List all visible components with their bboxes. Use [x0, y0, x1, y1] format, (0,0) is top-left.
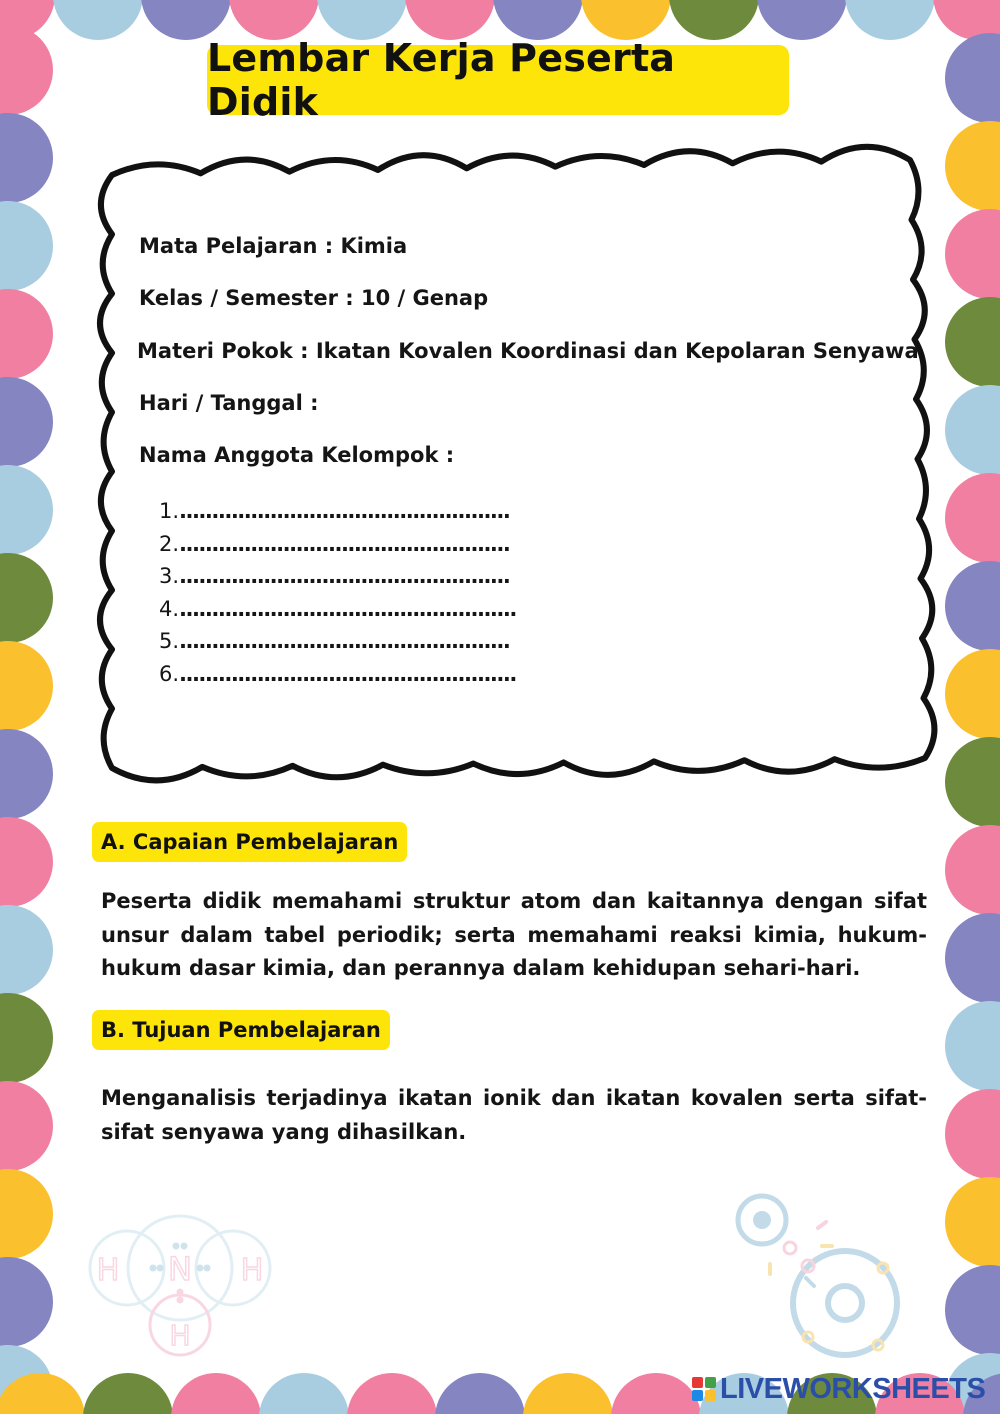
- h-atom-label-right: H: [240, 1253, 264, 1288]
- member-number: 2.: [158, 531, 179, 556]
- member-name-blank: ...................................................: [179, 629, 510, 654]
- member-name-blank: ...................................................: [179, 499, 510, 523]
- member-number: 3.: [158, 564, 179, 589]
- subject-line: Mata Pelajaran : Kimia: [139, 234, 408, 258]
- section-a-label: A. Capaian Pembelajaran: [92, 822, 407, 862]
- h-atom-label-left: H: [96, 1253, 120, 1288]
- liveworksheets-logo-icon: [692, 1377, 716, 1401]
- class-semester-line: Kelas / Semester : 10 / Genap: [139, 286, 489, 310]
- member-name-blank: ...................................................: [179, 531, 510, 556]
- section-b-text: Menganalisis terjadinya ikatan ionik dan ikatan kovalen serta sifat-sifat senyawa yang dihasilkan.: [101, 1086, 927, 1144]
- member-number: 4.: [158, 596, 179, 621]
- member-number: 1.: [158, 499, 179, 523]
- ammonia-molecule-illustration: [90, 1216, 270, 1355]
- large-orbit: [793, 1251, 897, 1355]
- h-atom-label-bottom: H: [169, 1319, 191, 1352]
- section-b-label: B. Tujuan Pembelajaran: [92, 1010, 390, 1050]
- member-name-blank: ...................................................: [179, 564, 510, 589]
- n-atom-label: N: [168, 1250, 192, 1288]
- brand-text: LIVEWORKSHEETS: [720, 1372, 986, 1405]
- group-members-label: Nama Anggota Kelompok :: [139, 443, 455, 467]
- section-a-text: Peserta didik memahami struktur atom dan kaitannya dengan sifat unsur dalam tabel periodik; serta memahami reaksi kimia, hukum-hukum dasar kimia, dan perannya dalam kehidupan sehari-hari.: [101, 889, 927, 980]
- page-title: Lembar Kerja Peserta Didik: [207, 36, 676, 124]
- topic-line: Materi Pokok : Ikatan Kovalen Koordinasi dan Kepolaran Senyawa: [137, 339, 919, 363]
- atom-orbit-illustration: [738, 1196, 897, 1355]
- date-line: Hari / Tanggal :: [139, 391, 319, 415]
- member-number: 6.: [158, 661, 179, 686]
- member-name-blank: ....................................................: [179, 661, 516, 686]
- member-number: 5.: [158, 629, 179, 654]
- member-name-blank: ....................................................: [179, 596, 516, 621]
- liveworksheets-brand[interactable]: [692, 1372, 985, 1406]
